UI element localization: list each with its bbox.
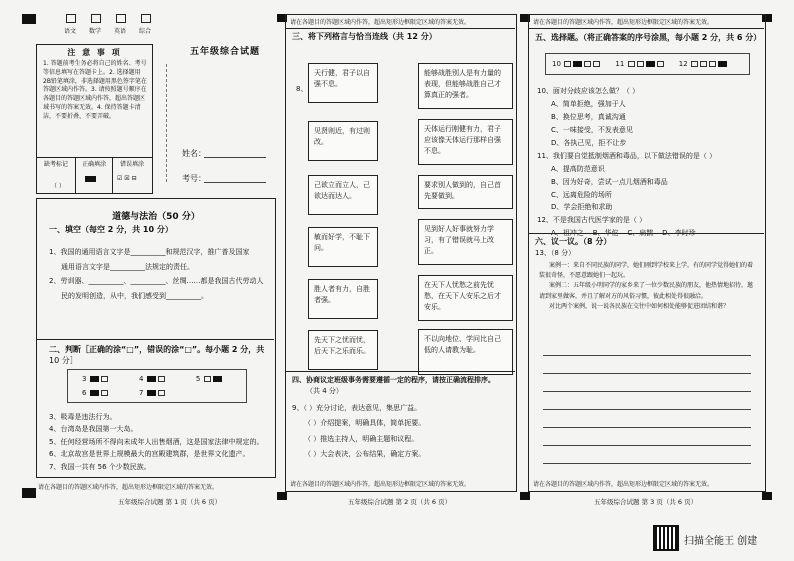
q1-item-2: 2、劳训器、__________、__________、丝绸……都是我国古代劳动人	[49, 277, 264, 286]
registration-mark	[762, 492, 772, 500]
q4-header: 四、协商议定班级事务需要遵循一定的程序，请按正确流程排序。	[292, 376, 495, 384]
wrong-fill-samples: ☑ ☒ ⊟	[117, 175, 137, 182]
answer-line[interactable]	[543, 409, 751, 410]
q1-item-2b: 民的发明创造，从中，我们感受到__________。	[61, 292, 208, 301]
marker-placeholder: （ ）	[51, 183, 65, 190]
wrong-fill-label: 错误填涂	[119, 161, 144, 168]
match-left-1[interactable]: 天行健，君子以自强不息。	[308, 63, 378, 103]
q2-header: 二、判断［正确的涂“□”，错误的涂“□”。每小题 2 分，共	[49, 345, 265, 354]
subject-label: 语文	[64, 28, 77, 35]
case-text: 案例一：来自不同民族的同学，她们刚到学校来上学，有的同学觉得她们的着装很奇怪，不愿意跟她们一起玩。 案例二：五年级小明同学的家乡来了一位少数民族的朋友，他热情地招待，邀请到家里做客，并且了解对方的风俗习惯，彼此相处得很融洽。 对比两个案例，说一说各民族在交往中如何相处能够促进团结和谐？	[539, 262, 754, 310]
match-left-5[interactable]: 胜人者有力，自胜者强。	[308, 279, 378, 319]
q1-item-1b: 通用语言文字是__________法规定的责任。	[61, 262, 194, 271]
subject-checkbox[interactable]	[66, 14, 76, 23]
marker-label: 缺考标记	[43, 161, 68, 168]
q1-header: 一、填空（每空 2 分，共 10 分）	[49, 225, 173, 234]
notice-box	[36, 44, 153, 194]
q1-items	[49, 245, 269, 304]
panel-3: 请在各题目的答题区域内作答，超出矩形边框限定区域的答案无效。 五、选择题。（将正确答案的序号涂黑，每小题 2 分，共 6 分） 10 11 12 10、面对分歧应该怎么做？（ ） A、简单拒绝，强加于人 B、换位思考，真诚沟通 C、一味接受，不发表意见 D、各执己见，拒不让步 11、我们要自觉抵制烟酒和毒品，以下做法错误的是（ ） A、提高防范意识 B、因为好奇，尝试一点儿烟酒和毒品 C、远离危险的场所 D、学会拒绝和求助 12、不是我国古代医学家的是（ ） A、祖冲之 B、华佗 C、扁鹊 D、李时珍 六、议一议。（8 分） 13、（8 分） 案例一：来自不同民族的同学，她们刚到学校来上学，有的同学觉得她们的着装很奇怪，不愿意跟她们一起玩。 案例二：五年级小明同学的家乡来了一位少数民族的朋友，他热情地招待，邀请到家里做客，并且了解对方的风俗习惯，彼此相处得很融洽。 对比两个案例，说一说各民族在交往中如何相处能够促进团结和谐？ 请在各题目的答题区域内作答，超出矩形边框限定区域的答案无效。	[528, 14, 766, 492]
name-label: 姓名：	[182, 149, 206, 158]
answer-line[interactable]	[543, 355, 751, 356]
subject-label: 数学	[89, 28, 102, 35]
match-left-3[interactable]: 己欲立而立人，己欲达而达人。	[308, 175, 378, 215]
correct-fill-label: 正确填涂	[81, 161, 106, 168]
q4-score: （共 4 分）	[306, 387, 343, 395]
section-morality-box	[36, 198, 276, 478]
match-right-4[interactable]: 见到好人好事就努力学习，有了错误就马上改正。	[418, 219, 513, 265]
binding-line	[166, 64, 266, 182]
page-footer: 五年级综合试题 第 3 页（共 6 页）	[594, 498, 698, 506]
q6-header: 六、议一议。（8 分）	[535, 237, 612, 246]
registration-mark	[277, 492, 287, 500]
q2-row1: 3 4 5	[82, 375, 223, 384]
subject-checkbox[interactable]	[91, 14, 101, 23]
panel-2: 请在各题目的答题区域内作答，超出矩形边框限定区域的答案无效。 三、将下列格言与恰当连线（共 12 分） 8、 天行健，君子以自强不息。 见贤则近，有过则改。 己欲立而立人，己欲达而达人。 敏而好学，不耻下问。 胜人者有力，自胜者强。 先天下之忧而忧，后天下之乐而乐。 能够战胜别人是有力量的表现，但能够战胜自己才算真正的强者。 天体运行刚健有力，君子应该像天体运行那样自强不息。 要求别人做到的，自己首先要做到。 见到好人好事就努力学习，有了错误就马上改正。 在天下人忧愁之前先忧愁，在天下人安乐之后才安乐。 不以向地位、学问比自己低的人请教为耻。 四、协商议定班级事务需要遵循一定的程序，请按正确流程排序。 （共 4 分） 9、（ ）充分讨论，表达意见，集思广益。 （ ）介绍提案，明确具体，简单扼要。 （ ）推选主持人，明确主题和议程。 （ ）大会表决，公布结果，确定方案。 请在各题目的答题区域内作答，超出矩形边框限定区域的答案无效。	[285, 14, 517, 492]
subject-checkbox[interactable]	[116, 14, 126, 23]
match-right-1[interactable]: 能够战胜别人是有力量的表现，但能够战胜自己才算真正的强者。	[418, 63, 513, 109]
subject-checkbox[interactable]	[141, 14, 151, 23]
correct-fill-sample	[85, 176, 96, 182]
answer-line[interactable]	[543, 463, 751, 464]
q9-steps: 9、（ ）充分讨论，表达意见，集思广益。 （ ）介绍提案，明确具体，简单扼要。 （ ）推选主持人，明确主题和议程。 （ ）大会表决，公布结果，确定方案。	[292, 404, 426, 459]
subject-label: 英语	[114, 28, 127, 35]
exam-title: 五年级综合试题	[190, 47, 261, 57]
registration-mark	[22, 14, 36, 24]
notice-body: 1. 答题前考生务必将自己的姓名、考号等信息填写在答题卡上。2. 选择题用2B铅笔填涂，非选择题用黑色签字笔在答题区域内作答。3. 请按照题号顺序在各题目的答题区域内作答，超出答题区域书写的答案无效。4. 保持答题卡清洁，不要折叠、不要弄破。	[43, 60, 147, 120]
subject-label: 综合	[139, 28, 152, 35]
number-field[interactable]	[204, 182, 266, 183]
match-left-2[interactable]: 见贤则近，有过则改。	[308, 121, 378, 161]
number-label: 考号：	[182, 174, 206, 183]
boundary-warning: 请在各题目的答题区域内作答，超出矩形边框限定区域的答案无效。	[38, 484, 219, 491]
q1-item-1: 1、我国的通用语言文字是__________和规范汉字，推广普及国家	[49, 248, 250, 256]
answer-line[interactable]	[543, 391, 751, 392]
q2-row2: 6 7	[82, 389, 166, 398]
q2-header-cont: 10 分］	[49, 356, 78, 365]
page-footer: 五年级综合试题 第 2 页（共 6 页）	[348, 498, 452, 506]
q2-answer-grid	[67, 369, 247, 403]
q5-questions: 10、面对分歧应该怎么做？（ ） A、简单拒绝，强加于人 B、换位思考，真诚沟通 C、一味接受，不发表意见 D、各执己见，拒不让步 11、我们要自觉抵制烟酒和毒品，以下做法错误的是（ ） A、提高防范意识 B、因为好奇，尝试一点儿烟酒和毒品 C、远离危险的场所 D、学会拒绝和求助 12、不是我国古代医学家的是（ ） A、祖冲之 B、华佗 C、扁鹊 D、李时珍	[537, 87, 717, 238]
match-left-4[interactable]: 敏而好学，不耻下问。	[308, 227, 378, 267]
subject-selector	[62, 14, 172, 40]
q2-statements: 3、吸毒是违法行为。 4、台湾岛是我国第一大岛。 5、任何经营场所不得向未成年人出售烟酒，这是国家法律中规定的。 6、北京故宫是世界上规模最大的宫殿建筑群，是世界文化遗产。 7、我国一共有 56 个少数民族。	[49, 413, 264, 471]
answer-line[interactable]	[543, 427, 751, 428]
q13-number: 13、（8 分）	[535, 249, 576, 257]
q3-header: 三、将下列格言与恰当连线（共 12 分）	[292, 32, 437, 41]
match-right-3[interactable]: 要求别人做到的，自己首先要做到。	[418, 175, 513, 209]
q5-answer-grid: 10 11 12	[545, 53, 750, 75]
match-right-2[interactable]: 天体运行刚健有力，君子应该像天体运行那样自强不息。	[418, 119, 513, 165]
section-title: 道德与法治（50 分）	[112, 212, 200, 222]
qr-code-icon	[655, 527, 677, 549]
match-right-6[interactable]: 不以向地位、学问比自己低的人请教为耻。	[418, 329, 513, 375]
match-left-6[interactable]: 先天下之忧而忧，后天下之乐而乐。	[308, 330, 378, 370]
registration-mark	[22, 488, 36, 498]
page-footer: 五年级综合试题 第 1 页（共 6 页）	[118, 498, 222, 506]
answer-line[interactable]	[543, 373, 751, 374]
q5-header: 五、选择题。（将正确答案的序号涂黑，每小题 2 分，共 6 分）	[535, 33, 762, 42]
registration-mark	[520, 492, 530, 500]
notice-title: 注 意 事 项	[67, 48, 122, 57]
q8-number: 8、	[296, 85, 308, 93]
name-field[interactable]	[204, 157, 266, 158]
answer-line[interactable]	[543, 445, 751, 446]
scanner-watermark: 扫描全能王 创建	[684, 536, 758, 547]
match-right-5[interactable]: 在天下人忧愁之前先忧愁，在天下人安乐之后才安乐。	[418, 275, 513, 321]
